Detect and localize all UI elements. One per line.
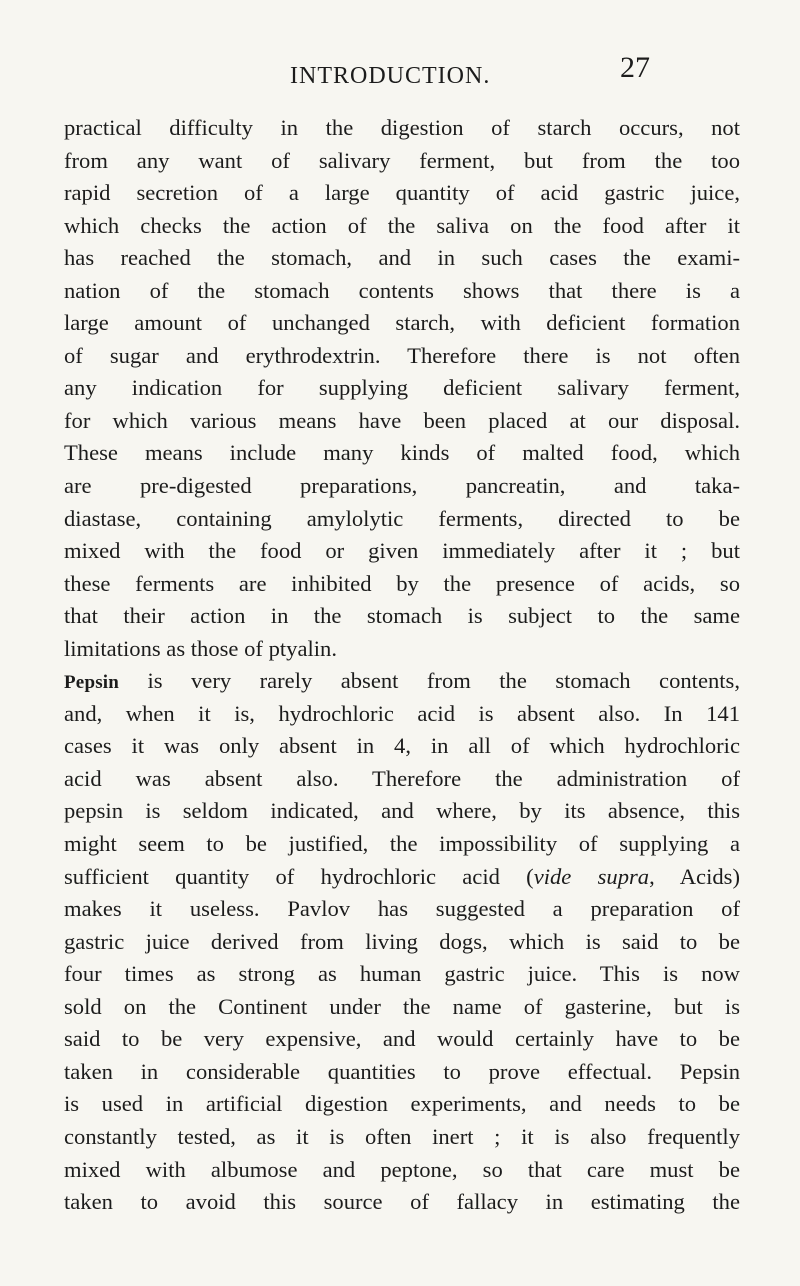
text-line: nation of the stomach contents shows that there is a (64, 277, 740, 303)
text-line: sold on the Continent under the name of gasterine, but is (64, 993, 740, 1019)
body-text (64, 112, 740, 1219)
text-line: pepsin is seldom indicated, and where, by its absence, this (64, 798, 740, 824)
text-line: makes it useless. Pavlov has suggested a preparation of (64, 896, 740, 922)
text-line: of sugar and erythrodextrin. Therefore there is not often (64, 342, 740, 368)
text-line: said to be very expensive, and would certainly have to be (64, 1026, 740, 1052)
text-line: acid was absent also. Therefore the administration of (64, 765, 740, 791)
paragraph-pepsin (64, 665, 740, 1218)
text-fragment: , Acids) (649, 863, 740, 889)
text-line: which checks the action of the saliva on the food after it (64, 212, 740, 238)
text-line: constantly tested, as it is often inert ; it is also frequently (64, 1123, 740, 1149)
text-line: taken in considerable quantities to prove effectual. Pepsin (64, 1058, 740, 1084)
text-line: limitations as those of ptyalin. (64, 635, 337, 661)
text-line: is used in artificial digestion experiments, and needs to be (64, 1091, 740, 1117)
text-line: for which various means have been placed at our disposal. (64, 407, 740, 433)
page-number: 27 (620, 51, 650, 84)
text-line (64, 861, 740, 894)
text-line: these ferments are inhibited by the presence of acids, so (64, 570, 740, 596)
text-line: has reached the stomach, and in such cases the exami- (64, 245, 740, 271)
text-line: large amount of unchanged starch, with deficient formation (64, 310, 740, 336)
running-head: INTRODUCTION. (290, 63, 491, 89)
text-line: gastric juice derived from living dogs, which is said to be (64, 928, 740, 954)
text-line: practical difficulty in the digestion of starch occurs, not (64, 115, 740, 140)
text-line: are pre-digested preparations, pancreatin, and taka- (64, 473, 740, 499)
text-line: taken to avoid this source of fallacy in estimating the (64, 1189, 740, 1215)
paragraph-starch (64, 112, 740, 665)
text-line: These means include many kinds of malted food, which (64, 440, 740, 466)
lead-word: Pepsin (64, 672, 120, 694)
text-line: mixed with the food or given immediately after it ; but (64, 538, 740, 564)
text-line: rapid secretion of a large quantity of acid gastric juice, (64, 180, 740, 206)
text-line (64, 665, 740, 698)
text-line: cases it was only absent in 4, in all of which hydrochloric (64, 733, 740, 759)
text-line-rest: is very rarely absent from the stomach contents, (119, 668, 740, 694)
text-line: four times as strong as human gastric juice. This is now (64, 961, 740, 987)
italic-reference: vide supra (533, 863, 650, 889)
text-line: diastase, containing amylolytic ferments, directed to be (64, 505, 740, 531)
text-line: might seem to be justified, the impossibility of supplying a (64, 831, 740, 857)
text-line: mixed with albumose and peptone, so that care must be (64, 1156, 740, 1182)
text-line: any indication for supplying deficient salivary ferment, (64, 375, 740, 401)
text-fragment: sufficient quantity of hydrochloric acid ( (64, 863, 534, 889)
text-line: from any want of salivary ferment, but from the too (64, 147, 740, 173)
text-line: that their action in the stomach is subject to the same (64, 603, 740, 629)
text-line: and, when it is, hydrochloric acid is absent also. In 141 (64, 700, 740, 726)
